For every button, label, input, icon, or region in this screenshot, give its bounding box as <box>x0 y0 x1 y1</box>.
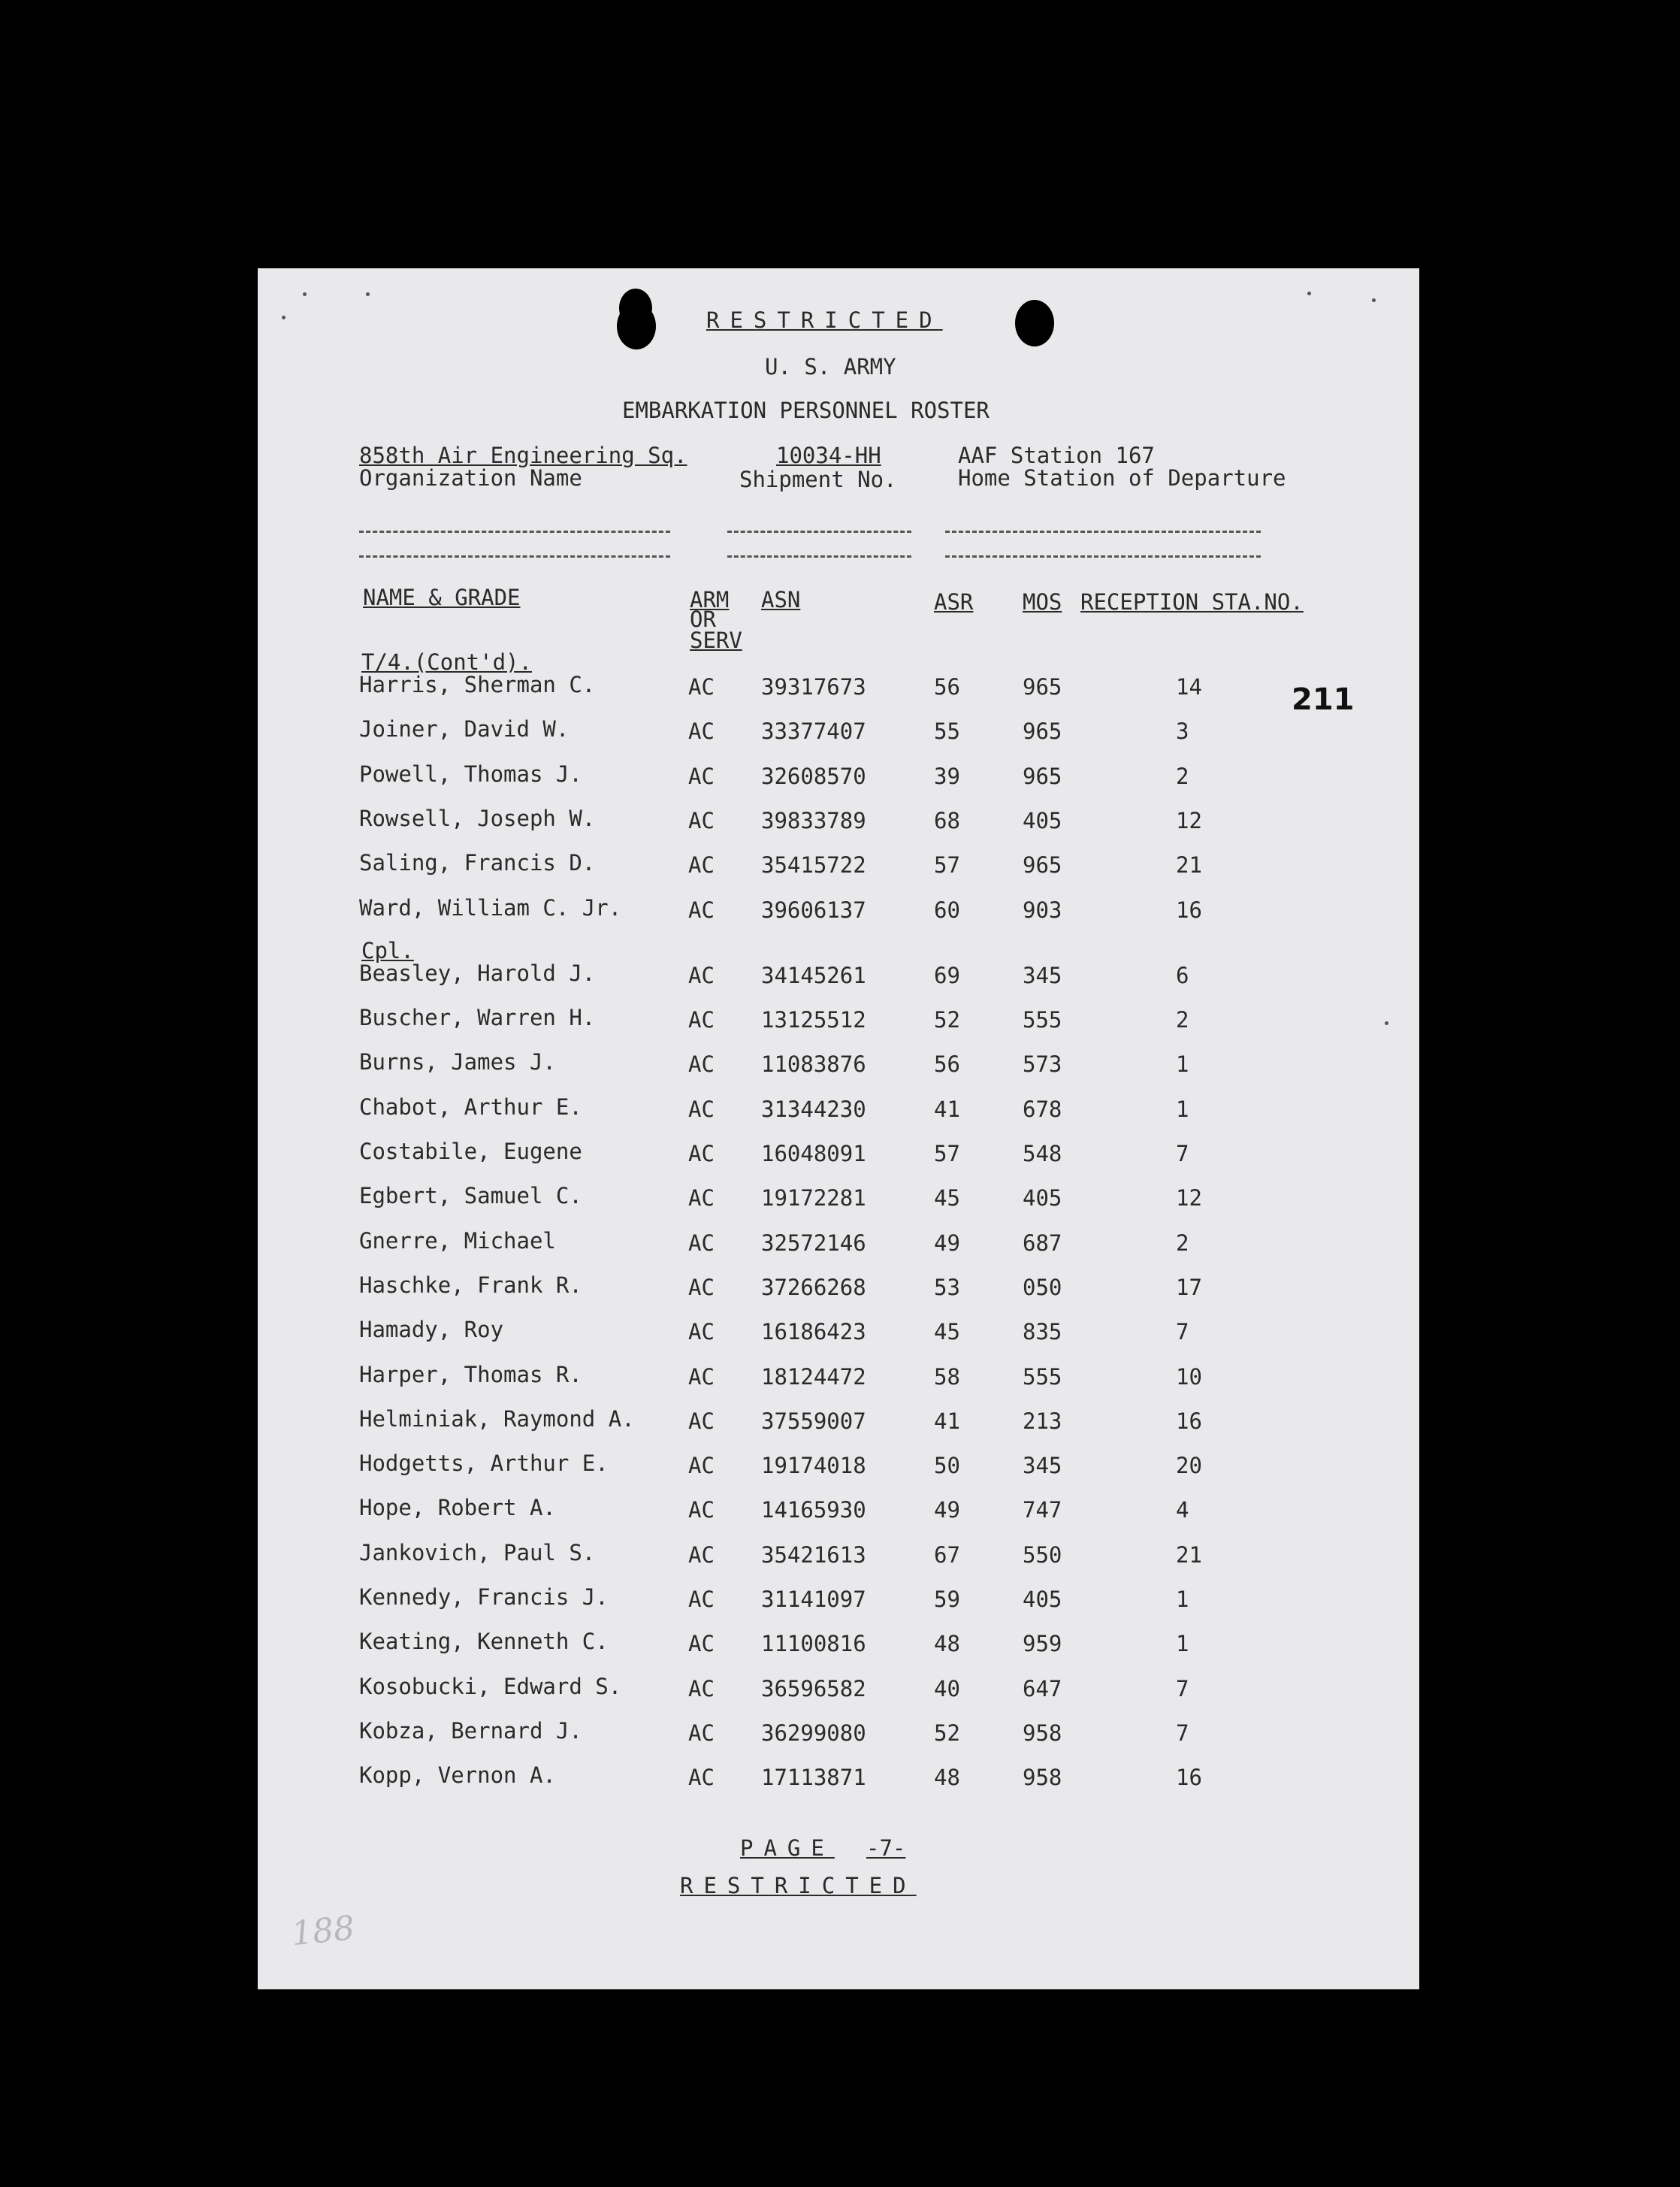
roster-cell-name: Burns, James J. <box>359 1049 556 1075</box>
roster-cell-asr: 49 <box>934 1230 960 1256</box>
roster-cell-asr: 57 <box>934 852 960 879</box>
roster-cell-arm: AC <box>688 763 715 789</box>
roster-cell-arm: AC <box>688 1274 715 1300</box>
roster-cell-name: Haschke, Frank R. <box>359 1272 582 1298</box>
blank-line <box>727 555 911 558</box>
roster-cell-asn: 39606137 <box>761 897 866 923</box>
roster-cell-mos: 958 <box>1023 1720 1062 1746</box>
roster-cell-mos: 958 <box>1023 1765 1062 1791</box>
roster-cell-mos: 405 <box>1023 807 1062 833</box>
roster-cell-asr: 45 <box>934 1185 960 1211</box>
roster-cell-mos: 050 <box>1023 1274 1062 1300</box>
roster-cell-asn: 16048091 <box>761 1141 866 1166</box>
grade-heading: Cpl. <box>361 937 414 963</box>
roster-cell-mos: 687 <box>1023 1230 1062 1256</box>
roster-page <box>258 268 1419 1989</box>
roster-cell-arm: AC <box>688 1363 715 1390</box>
speck <box>366 292 370 296</box>
roster-cell-asr: 69 <box>934 962 960 988</box>
roster-cell-asn: 39833789 <box>761 807 866 833</box>
roster-cell-name: Harper, Thomas R. <box>359 1361 582 1387</box>
roster-cell-mos: 965 <box>1023 674 1062 700</box>
roster-cell-name: Powell, Thomas J. <box>359 761 582 787</box>
roster-cell-arm: AC <box>688 962 715 988</box>
roster-cell-sta: 12 <box>1176 1185 1202 1211</box>
roster-cell-arm: AC <box>688 718 715 745</box>
column-header-arm: SERV <box>690 628 742 653</box>
footer-page-label: PAGE <box>740 1835 835 1861</box>
roster-cell-sta: 7 <box>1176 1675 1189 1702</box>
roster-cell-asr: 56 <box>934 1051 960 1078</box>
roster-cell-sta: 1 <box>1176 1051 1189 1078</box>
roster-cell-name: Jankovich, Paul S. <box>359 1539 596 1565</box>
speck <box>303 292 307 296</box>
roster-cell-asr: 52 <box>934 1007 960 1033</box>
roster-cell-mos: 345 <box>1023 962 1062 988</box>
roster-cell-arm: AC <box>688 1319 715 1345</box>
roster-cell-sta: 7 <box>1176 1720 1189 1746</box>
roster-cell-asn: 37559007 <box>761 1408 866 1434</box>
roster-cell-asr: 41 <box>934 1408 960 1434</box>
roster-cell-asn: 37266268 <box>761 1274 866 1300</box>
roster-cell-arm: AC <box>688 1541 715 1568</box>
roster-cell-mos: 965 <box>1023 763 1062 789</box>
roster-cell-arm: AC <box>688 1141 715 1166</box>
roster-cell-mos: 213 <box>1023 1408 1062 1434</box>
roster-cell-name: Kopp, Vernon A. <box>359 1762 556 1789</box>
blank-line <box>945 555 1261 558</box>
shipment-number-label: Shipment No. <box>739 467 897 492</box>
roster-cell-name: Kennedy, Francis J. <box>359 1584 609 1610</box>
roster-cell-asn: 33377407 <box>761 718 866 745</box>
blank-line <box>359 555 670 558</box>
roster-cell-asn: 18124472 <box>761 1363 866 1390</box>
roster-cell-arm: AC <box>688 807 715 833</box>
roster-cell-sta: 1 <box>1176 1096 1189 1122</box>
column-header-reception: RECEPTION STA.NO. <box>1080 589 1304 615</box>
roster-cell-arm: AC <box>688 1631 715 1657</box>
column-header-asn: ASN <box>761 587 801 613</box>
roster-cell-mos: 747 <box>1023 1497 1062 1523</box>
roster-cell-asr: 53 <box>934 1274 960 1300</box>
roster-cell-name: Hamady, Roy <box>359 1317 504 1343</box>
punch-hole-right <box>1015 300 1054 346</box>
roster-cell-asr: 41 <box>934 1096 960 1122</box>
roster-cell-mos: 555 <box>1023 1363 1062 1390</box>
roster-cell-mos: 405 <box>1023 1587 1062 1612</box>
roster-cell-name: Hodgetts, Arthur E. <box>359 1450 609 1477</box>
roster-cell-asr: 40 <box>934 1675 960 1702</box>
roster-cell-mos: 835 <box>1023 1319 1062 1345</box>
roster-cell-name: Egbert, Samuel C. <box>359 1183 582 1209</box>
roster-cell-asn: 32572146 <box>761 1230 866 1256</box>
shipment-number: 10034-HH <box>776 443 881 468</box>
roster-cell-asn: 34145261 <box>761 962 866 988</box>
blank-line <box>945 531 1261 533</box>
organization-name: 858th Air Engineering Sq. <box>359 443 687 468</box>
roster-cell-asn: 13125512 <box>761 1007 866 1033</box>
home-station: AAF Station 167 <box>958 443 1155 468</box>
roster-cell-arm: AC <box>688 852 715 879</box>
roster-cell-asr: 48 <box>934 1765 960 1791</box>
roster-cell-sta: 1 <box>1176 1587 1189 1612</box>
column-header-asr: ASR <box>934 589 974 615</box>
column-header-arm: OR <box>690 606 716 632</box>
roster-cell-sta: 2 <box>1176 1230 1189 1256</box>
roster-cell-asr: 57 <box>934 1141 960 1166</box>
roster-cell-name: Joiner, David W. <box>359 716 570 743</box>
roster-cell-name: Kosobucki, Edward S. <box>359 1673 622 1699</box>
roster-cell-sta: 17 <box>1176 1274 1202 1300</box>
roster-cell-sta: 21 <box>1176 852 1202 879</box>
roster-cell-mos: 965 <box>1023 718 1062 745</box>
roster-cell-asn: 11100816 <box>761 1631 866 1657</box>
speck <box>1372 298 1376 302</box>
roster-cell-name: Gnerre, Michael <box>359 1227 556 1254</box>
roster-cell-name: Keating, Kenneth C. <box>359 1629 609 1655</box>
roster-cell-asr: 60 <box>934 897 960 923</box>
roster-cell-name: Chabot, Arthur E. <box>359 1094 582 1120</box>
roster-cell-sta: 7 <box>1176 1319 1189 1345</box>
roster-cell-name: Hope, Robert A. <box>359 1495 556 1521</box>
roster-cell-asn: 35415722 <box>761 852 866 879</box>
army-label: U. S. ARMY <box>765 354 896 380</box>
footer-page-number: -7- <box>866 1835 906 1861</box>
roster-cell-mos: 959 <box>1023 1631 1062 1657</box>
roster-cell-asr: 56 <box>934 674 960 700</box>
grade-heading: T/4.(Cont'd). <box>361 649 532 675</box>
roster-cell-arm: AC <box>688 1497 715 1523</box>
roster-cell-name: Costabile, Eugene <box>359 1139 582 1164</box>
roster-title: EMBARKATION PERSONNEL ROSTER <box>622 398 990 423</box>
roster-cell-name: Buscher, Warren H. <box>359 1005 596 1031</box>
roster-cell-arm: AC <box>688 1007 715 1033</box>
roster-cell-sta: 20 <box>1176 1453 1202 1479</box>
roster-cell-arm: AC <box>688 1720 715 1746</box>
roster-cell-sta: 7 <box>1176 1141 1189 1166</box>
restricted-footer: RESTRICTED <box>680 1873 917 1898</box>
home-station-label: Home Station of Departure <box>958 465 1286 491</box>
roster-cell-sta: 21 <box>1176 1541 1202 1568</box>
roster-cell-mos: 345 <box>1023 1453 1062 1479</box>
roster-cell-asr: 59 <box>934 1587 960 1612</box>
organization-name-label: Organization Name <box>359 465 582 491</box>
speck <box>1307 292 1311 295</box>
roster-cell-name: Kobza, Bernard J. <box>359 1717 582 1744</box>
roster-cell-sta: 12 <box>1176 807 1202 833</box>
roster-cell-arm: AC <box>688 1587 715 1612</box>
roster-cell-asn: 17113871 <box>761 1765 866 1791</box>
roster-cell-arm: AC <box>688 1051 715 1078</box>
roster-cell-sta: 3 <box>1176 718 1189 745</box>
roster-cell-asr: 50 <box>934 1453 960 1479</box>
column-header-arm: ARM <box>690 587 730 613</box>
roster-cell-asr: 55 <box>934 718 960 745</box>
roster-cell-asn: 39317673 <box>761 674 866 700</box>
roster-cell-asn: 31141097 <box>761 1587 866 1612</box>
roster-cell-mos: 548 <box>1023 1141 1062 1166</box>
roster-cell-sta: 16 <box>1176 897 1202 923</box>
roster-cell-asr: 68 <box>934 807 960 833</box>
page-number-stamp: 211 <box>1292 682 1355 717</box>
speck <box>282 316 286 319</box>
roster-cell-arm: AC <box>688 674 715 700</box>
roster-cell-asn: 31344230 <box>761 1096 866 1122</box>
roster-cell-name: Harris, Sherman C. <box>359 672 596 697</box>
roster-cell-arm: AC <box>688 897 715 923</box>
roster-cell-sta: 16 <box>1176 1408 1202 1434</box>
roster-cell-sta: 4 <box>1176 1497 1189 1523</box>
roster-cell-asr: 52 <box>934 1720 960 1746</box>
roster-cell-sta: 2 <box>1176 763 1189 789</box>
roster-cell-mos: 573 <box>1023 1051 1062 1078</box>
roster-cell-asr: 45 <box>934 1319 960 1345</box>
roster-cell-mos: 555 <box>1023 1007 1062 1033</box>
roster-cell-sta: 1 <box>1176 1631 1189 1657</box>
roster-cell-arm: AC <box>688 1096 715 1122</box>
roster-cell-arm: AC <box>688 1675 715 1702</box>
roster-cell-mos: 405 <box>1023 1185 1062 1211</box>
roster-cell-name: Helminiak, Raymond A. <box>359 1405 635 1432</box>
roster-cell-name: Beasley, Harold J. <box>359 960 596 986</box>
punch-hole-left-overlap <box>619 289 652 328</box>
roster-cell-mos: 647 <box>1023 1675 1062 1702</box>
roster-cell-asn: 16186423 <box>761 1319 866 1345</box>
roster-cell-asn: 19172281 <box>761 1185 866 1211</box>
roster-cell-arm: AC <box>688 1230 715 1256</box>
column-header-name: NAME & GRADE <box>363 585 521 610</box>
roster-cell-sta: 10 <box>1176 1363 1202 1390</box>
roster-cell-mos: 965 <box>1023 852 1062 879</box>
roster-cell-asn: 36299080 <box>761 1720 866 1746</box>
roster-cell-sta: 2 <box>1176 1007 1189 1033</box>
roster-cell-arm: AC <box>688 1765 715 1791</box>
blank-line <box>727 531 911 533</box>
roster-cell-mos: 678 <box>1023 1096 1062 1122</box>
roster-cell-asr: 48 <box>934 1631 960 1657</box>
roster-cell-name: Rowsell, Joseph W. <box>359 805 596 831</box>
roster-cell-asr: 58 <box>934 1363 960 1390</box>
roster-cell-asn: 11083876 <box>761 1051 866 1078</box>
roster-cell-name: Ward, William C. Jr. <box>359 894 622 921</box>
roster-cell-asn: 36596582 <box>761 1675 866 1702</box>
roster-cell-asr: 67 <box>934 1541 960 1568</box>
pencil-annotation: 188 <box>289 1908 357 1954</box>
roster-cell-asn: 35421613 <box>761 1541 866 1568</box>
roster-cell-arm: AC <box>688 1453 715 1479</box>
blank-line <box>359 531 670 533</box>
roster-cell-mos: 903 <box>1023 897 1062 923</box>
roster-cell-asn: 14165930 <box>761 1497 866 1523</box>
roster-cell-sta: 16 <box>1176 1765 1202 1791</box>
column-header-mos: MOS <box>1023 589 1062 615</box>
roster-cell-asr: 39 <box>934 763 960 789</box>
roster-cell-name: Saling, Francis D. <box>359 850 596 876</box>
roster-cell-mos: 550 <box>1023 1541 1062 1568</box>
restricted-header: RESTRICTED <box>706 307 943 333</box>
roster-cell-arm: AC <box>688 1185 715 1211</box>
roster-cell-asn: 19174018 <box>761 1453 866 1479</box>
roster-cell-sta: 6 <box>1176 962 1189 988</box>
roster-cell-asr: 49 <box>934 1497 960 1523</box>
speck <box>1385 1021 1388 1025</box>
roster-cell-arm: AC <box>688 1408 715 1434</box>
roster-cell-sta: 14 <box>1176 674 1202 700</box>
roster-cell-asn: 32608570 <box>761 763 866 789</box>
